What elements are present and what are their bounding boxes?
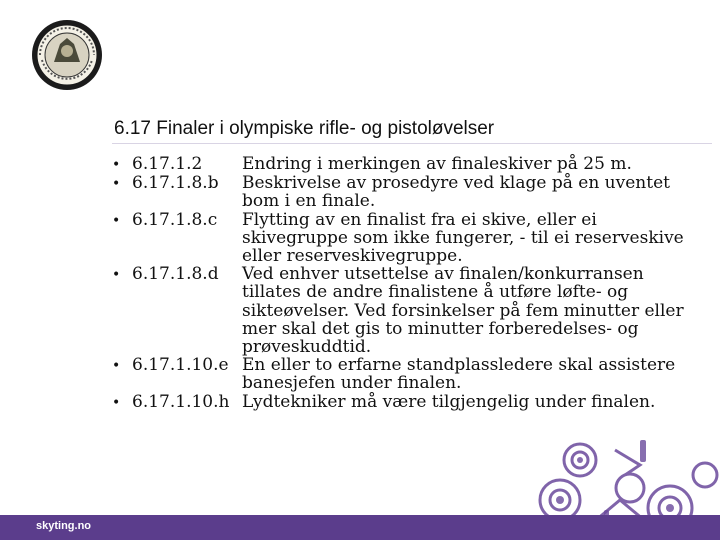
federation-emblem-icon: [30, 18, 104, 92]
rule-code: 6.17.1.8.c: [132, 209, 218, 230]
bullet: •: [112, 394, 121, 411]
rule-description: Ved enhver utsettelse av finalen/konkurransen tillates de andre finalistene å utføre løfte- og sikteøvelser. Ved forsinkelser på fem minutter eller mer skal det gis to minutter forberedelses- og prøveskuddtid.: [242, 264, 684, 358]
list-item: [112, 356, 712, 392]
rule-code: 6.17.1.10.h: [132, 391, 230, 412]
rule-description: Endring i merkingen av finaleskiver på 25 m.: [242, 154, 632, 174]
rule-change-list: [112, 155, 712, 412]
bullet: •: [112, 212, 121, 229]
list-item: [112, 211, 712, 266]
title-divider: [112, 143, 712, 144]
rule-description: Lydtekniker må være tilgjengelig under finalen.: [242, 391, 656, 412]
list-item: [112, 174, 712, 210]
rule-description: En eller to erfarne standplassledere skal assistere banesjefen under finalen.: [242, 355, 676, 394]
bullet: •: [112, 267, 121, 284]
rule-code: 6.17.1.8.d: [132, 264, 219, 285]
bullet: •: [112, 176, 121, 193]
rule-code: 6.17.1.2: [132, 154, 203, 174]
rule-description: Flytting av en finalist fra ei skive, eller ei skivegruppe som ikke fungerer, - til ei reserveskive eller reserveskivegruppe.: [242, 209, 684, 267]
bullet: •: [112, 157, 121, 173]
list-item: [112, 265, 712, 356]
rule-code: 6.17.1.8.b: [132, 173, 219, 194]
bullet: •: [112, 358, 121, 375]
list-item: [112, 155, 712, 174]
footer-site-link[interactable]: skyting.no: [36, 520, 92, 532]
slide-title: 6.17 Finaler i olympiske rifle- og pistoløvelser: [114, 118, 495, 139]
rule-code: 6.17.1.10.e: [132, 355, 229, 376]
rule-description: Beskrivelse av prosedyre ved klage på en uventet bom i en finale.: [242, 173, 670, 212]
list-item: [112, 393, 712, 412]
footer-bar: [0, 515, 720, 540]
